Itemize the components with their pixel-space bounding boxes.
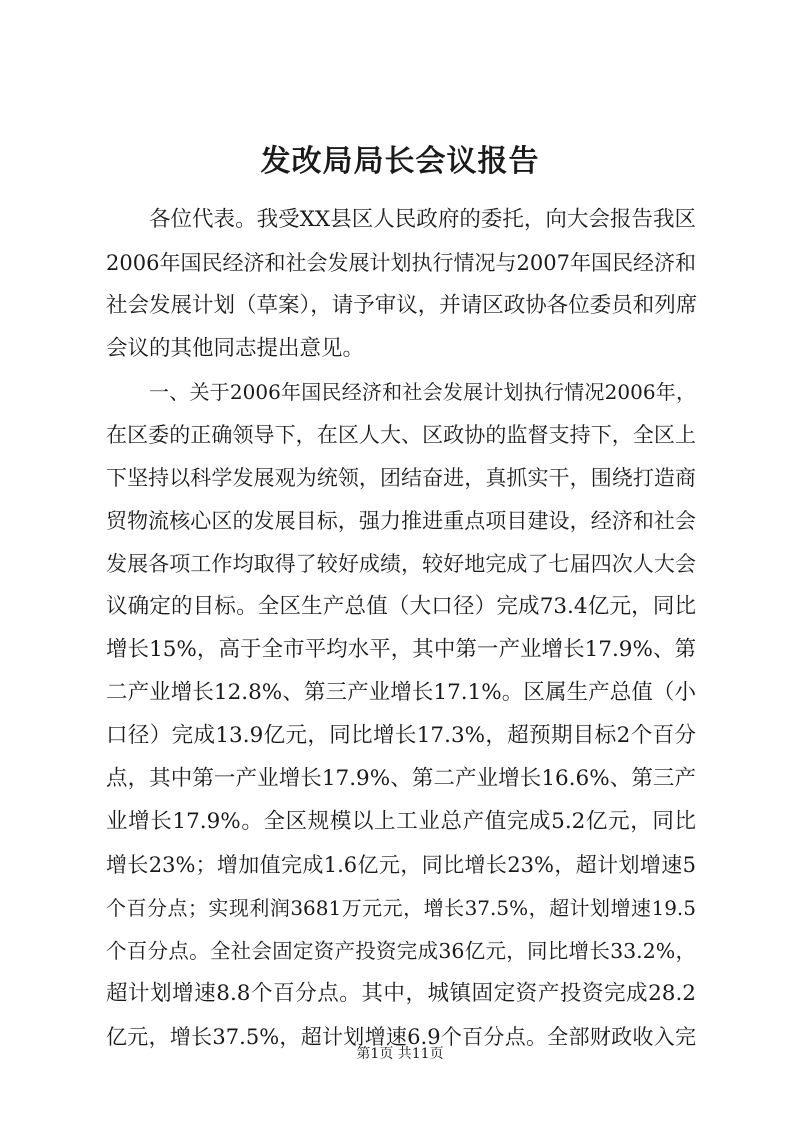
body-line: 二产业增长12.8%、第三产业增长17.1%。区属生产总值（小 bbox=[106, 680, 696, 705]
body-line: 亿元，增长37.5%，超计划增速6.9个百分点。全部财政收入完 bbox=[106, 1025, 696, 1049]
body-line: 增长23%；增加值完成1.6亿元，同比增长23%，超计划增速5 bbox=[106, 853, 696, 877]
body-line: 增长15%，高于全市平均水平，其中第一产业增长17.9%、第 bbox=[106, 637, 696, 662]
body-line: 点，其中第一产业增长17.9%、第二产业增长16.6%、第三产 bbox=[106, 766, 696, 791]
body-line: 贸物流核心区的发展目标，强力推进重点项目建设，经济和社会 bbox=[106, 509, 696, 533]
body-line: 2006年国民经济和社会发展计划执行情况与2007年国民经济和 bbox=[106, 251, 696, 275]
document-title: 发改局局长会议报告 bbox=[260, 144, 540, 179]
body-line: 发展各项工作均取得了较好成绩，较好地完成了七届四次人大会 bbox=[106, 552, 696, 576]
body-line: 一、关于2006年国民经济和社会发展计划执行情况2006年， bbox=[149, 380, 696, 404]
body-line: 议确定的目标。全区生产总值（大口径）完成73.4亿元，同比 bbox=[106, 594, 696, 619]
body-line: 下坚持以科学发展观为统领，团结奋进，真抓实干，围绕打造商 bbox=[106, 466, 696, 490]
body-line: 社会发展计划（草案），请予审议，并请区政协各位委员和列席 bbox=[106, 293, 698, 318]
body-line: 个百分点。全社会固定资产投资完成36亿元，同比增长33.2%， bbox=[106, 939, 696, 963]
body-line: 在区委的正确领导下，在区人大、区政协的监督支持下，全区上 bbox=[106, 423, 696, 447]
body-line: 各位代表。我受XX县区人民政府的委托，向大会报告我区 bbox=[149, 207, 696, 232]
body-line: 超计划增速8.8个百分点。其中，城镇固定资产投资完成28.2 bbox=[106, 981, 696, 1006]
body-line: 个百分点；实现利润3681万元元，增长37.5%，超计划增速19.5 bbox=[106, 896, 696, 920]
body-line: 业增长17.9%。全区规模以上工业总产值完成5.2亿元，同比 bbox=[106, 809, 696, 834]
body-line: 会议的其他同志提出意见。 bbox=[106, 336, 365, 361]
body-line: 口径）完成13.9亿元，同比增长17.3%，超预期目标2个百分 bbox=[106, 723, 696, 748]
page-number-footer: 第1页 共11页 bbox=[356, 1046, 444, 1062]
